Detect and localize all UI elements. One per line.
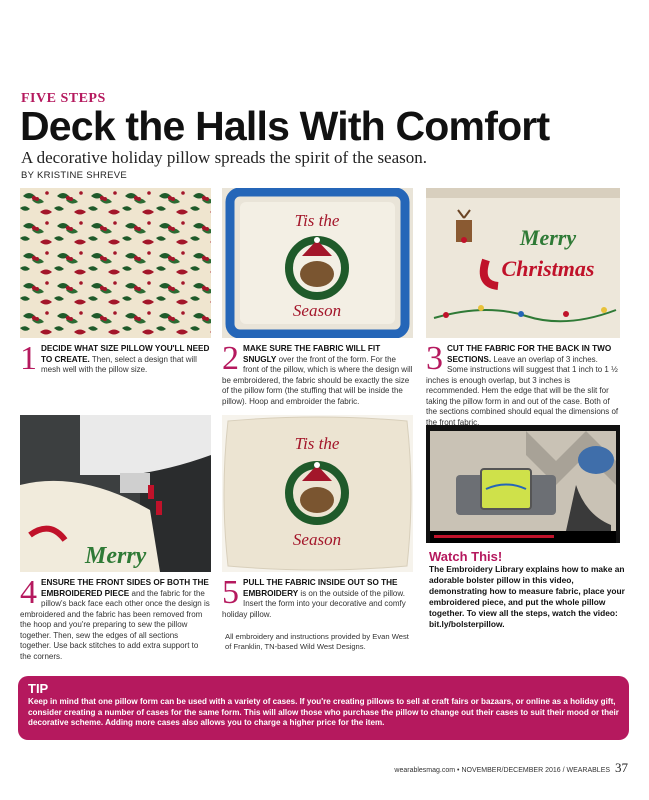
step-5-body: is on the outside of the pillow. Insert the form into your decorative and comfy holiday pillow. xyxy=(222,588,406,619)
step-3 xyxy=(426,340,620,428)
tip-box xyxy=(18,676,629,740)
page-number: 37 xyxy=(615,760,628,775)
page-footer xyxy=(394,760,628,776)
step-2 xyxy=(222,340,413,407)
photo-merry-christmas xyxy=(426,188,620,338)
photo-text-christmas: Christmas xyxy=(501,256,595,281)
watch-this-body: The Embroidery Library explains how to make an adorable bolster pillow in this video, demonstrating how to measure fabric, place your embroidered piece, and put the whole pillow together. To view all the steps, watch the video: bit.ly/bolsterpillow. xyxy=(429,564,625,629)
photo-credit: All embroidery and instructions provided by Evan West of Franklin, TN-based Wild West Designs. xyxy=(225,632,409,651)
step-1-lead: DECIDE WHAT SIZE PILLOW YOU'LL NEED TO CREATE. xyxy=(41,344,210,364)
step-2-number: 2 xyxy=(222,340,239,377)
step-3-number: 3 xyxy=(426,340,443,377)
step-1-body: Then, select a design that will mesh well with the pillow size. xyxy=(41,354,197,374)
step-2-lead: MAKE SURE THE FABRIC WILL FIT SNUGLY xyxy=(243,344,381,364)
step-4-body: and the fabric for the pillow's back face each other once the design is embroidered and the fabric has been removed from the hoop and you're preparing to sew the pillow together. Then, sew the edges of all sections together. Use back stitches to add extra support to the corners. xyxy=(20,588,210,661)
photo-hoop-embroidery xyxy=(222,188,413,338)
photo-text-tis-the: Tis the xyxy=(294,211,340,230)
step-2-body: over the front of the form. For the front of the pillow, which is where the design will be embroidered, the fabric should be exactly the size of the pillow form (the stuffing that will be inside the pillow). Hoop and embroider the fabric. xyxy=(222,354,413,406)
step-4 xyxy=(20,574,211,662)
tip-title: TIP xyxy=(28,681,49,696)
step-4-number: 4 xyxy=(20,574,37,611)
step-1 xyxy=(20,340,211,377)
photo-text-merry: Merry xyxy=(519,225,577,250)
photo-text-season: Season xyxy=(292,301,342,320)
step-1-number: 1 xyxy=(20,340,37,377)
step-3-lead: CUT THE FABRIC FOR THE BACK IN TWO SECTIONS. xyxy=(447,344,612,364)
footer-issue: • NOVEMBER/DECEMBER 2016 / WEARABLES xyxy=(457,767,611,774)
photo-text-tis-the-2: Tis the xyxy=(294,434,340,453)
article-headline: Deck the Halls With Comfort xyxy=(20,103,550,149)
photo-holly-fabric xyxy=(20,188,211,338)
article-deck: A decorative holiday pillow spreads the spirit of the season. xyxy=(21,148,428,167)
step-3-body: Leave an overlap of 3 inches. Some instructions will suggest that 1 inch to 1 ½ inches is enough overlap, but 3 inches is recommended. Hem the edge that will be the slit for taking the pillow form in and out of the case. Both of the sections combined should equal the dimensions of the front fabric. xyxy=(426,354,619,427)
tip-body: Keep in mind that one pillow form can be used with a variety of cases. If you're creating pillows to sell at craft fairs or bazaars, or online as a holiday gift, consider creating a number of cases for the same form. This will allow those who purchase the pillow to change out their cases to suit their mood or their decorative scheme. Adding more cases also allows you to charge a higher price for the item. xyxy=(28,697,619,727)
photo-text-merry-partial: Merry xyxy=(85,543,147,569)
step-5 xyxy=(222,574,413,620)
footer-site: wearablesmag.com xyxy=(394,767,456,774)
watch-this-title: Watch This! xyxy=(429,549,503,564)
article-kicker: FIVE STEPS xyxy=(21,91,106,106)
photo-text-season-2: Season xyxy=(292,530,342,549)
step-5-number: 5 xyxy=(222,574,239,611)
step-4-lead: ENSURE THE FRONT SIDES OF BOTH THE EMBROIDERED PIECE xyxy=(41,578,209,598)
step-5-lead: PULL THE FABRIC INSIDE OUT SO THE EMBROIDERY xyxy=(243,578,398,598)
article-byline: BY KRISTINE SHREVE xyxy=(21,170,128,181)
photo-sewing-machine xyxy=(20,415,211,572)
video-thumbnail[interactable] xyxy=(426,425,620,543)
photo-finished-pillow xyxy=(222,415,413,572)
